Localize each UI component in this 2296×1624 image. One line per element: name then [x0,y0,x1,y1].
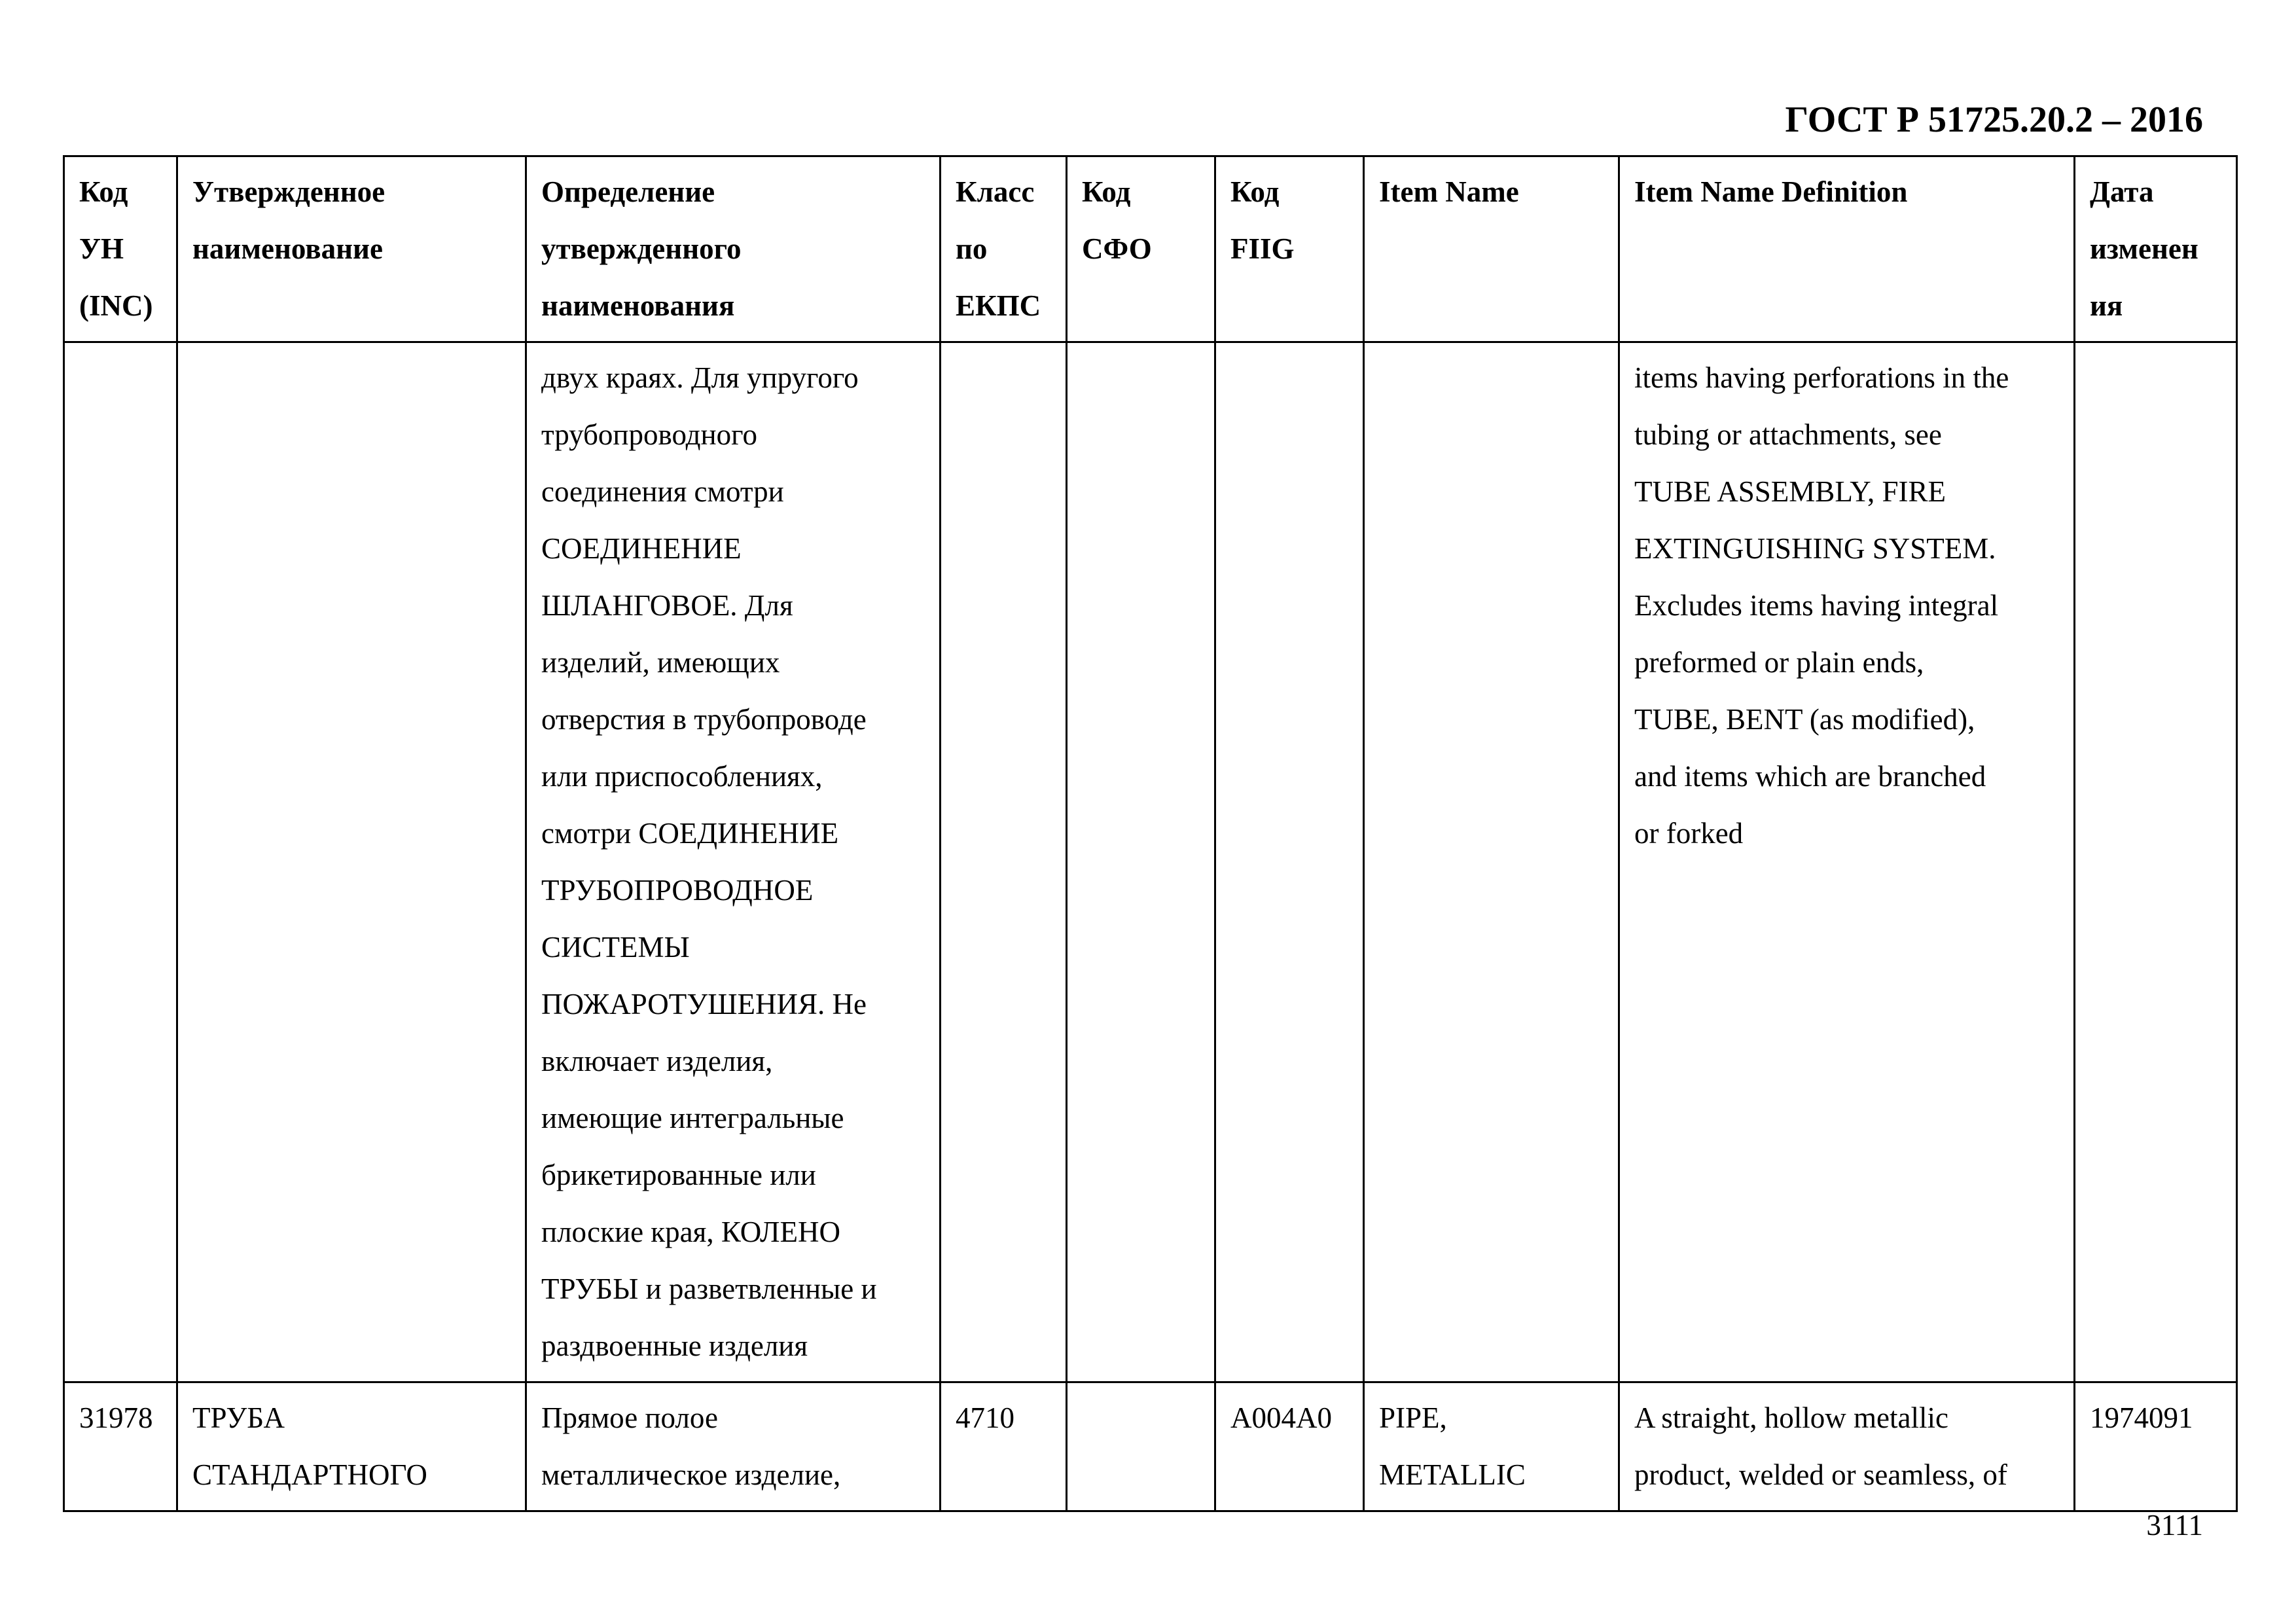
col-header-definition: Определение утвержденного наименования [526,156,941,342]
table-header-row [64,156,2237,342]
cell-change-date: 1974091 [2075,1382,2237,1511]
col-header-approved-name: Утвержденное наименование [177,156,526,342]
col-header-item-name-definition: Item Name Definition [1619,156,2075,342]
col-header-fiig-code: Код FIIG [1215,156,1364,342]
cell-sfo-code [1067,342,1215,1382]
col-header-ekps-class: Класс по ЕКПС [941,156,1067,342]
cell-item-name [1364,342,1619,1382]
col-header-item-name: Item Name [1364,156,1619,342]
cell-item-name-definition: A straight, hollow metallic product, welded or seamless, of [1619,1382,2075,1511]
cell-fiig-code: A004A0 [1215,1382,1364,1511]
document-header: ГОСТ Р 51725.20.2 – 2016 [1785,99,2203,140]
cell-approved-name: ТРУБА СТАНДАРТНОГО [177,1382,526,1511]
table-row [64,1382,2237,1511]
page-number: 3111 [2146,1509,2203,1542]
cell-fiig-code [1215,342,1364,1382]
cell-inc: 31978 [64,1382,177,1511]
cell-ekps-class: 4710 [941,1382,1067,1511]
cell-inc [64,342,177,1382]
cell-sfo-code [1067,1382,1215,1511]
cell-approved-name [177,342,526,1382]
cell-item-name-definition: items having perforations in the tubing or attachments, see TUBE ASSEMBLY, FIRE EXTINGUISHING SYSTEM. Excludes items having integral preformed or plain ends, TUBE, BENT (as modified), and items which are branched or forked [1619,342,2075,1382]
col-header-change-date: Дата изменен ия [2075,156,2237,342]
cell-definition: Прямое полое металлическое изделие, [526,1382,941,1511]
col-header-inc: Код УН (INC) [64,156,177,342]
cell-ekps-class [941,342,1067,1382]
cell-item-name: PIPE, METALLIC [1364,1382,1619,1511]
cell-definition: двух краях. Для упругого трубопроводного соединения смотри СОЕДИНЕНИЕ ШЛАНГОВОЕ. Для изделий, имеющих отверстия в трубопроводе или приспособлениях, смотри СОЕДИНЕНИЕ ТРУБОПРОВОДНОЕ СИСТЕМЫ ПОЖАРОТУШЕНИЯ. Не включает изделия, имеющие интегральные брикетированные или плоские края, КОЛЕНО ТРУБЫ и разветвленные и раздвоенные изделия [526,342,941,1382]
col-header-sfo-code: Код СФО [1067,156,1215,342]
cell-change-date [2075,342,2237,1382]
gost-classification-table [63,155,2238,1512]
table-row [64,342,2237,1382]
